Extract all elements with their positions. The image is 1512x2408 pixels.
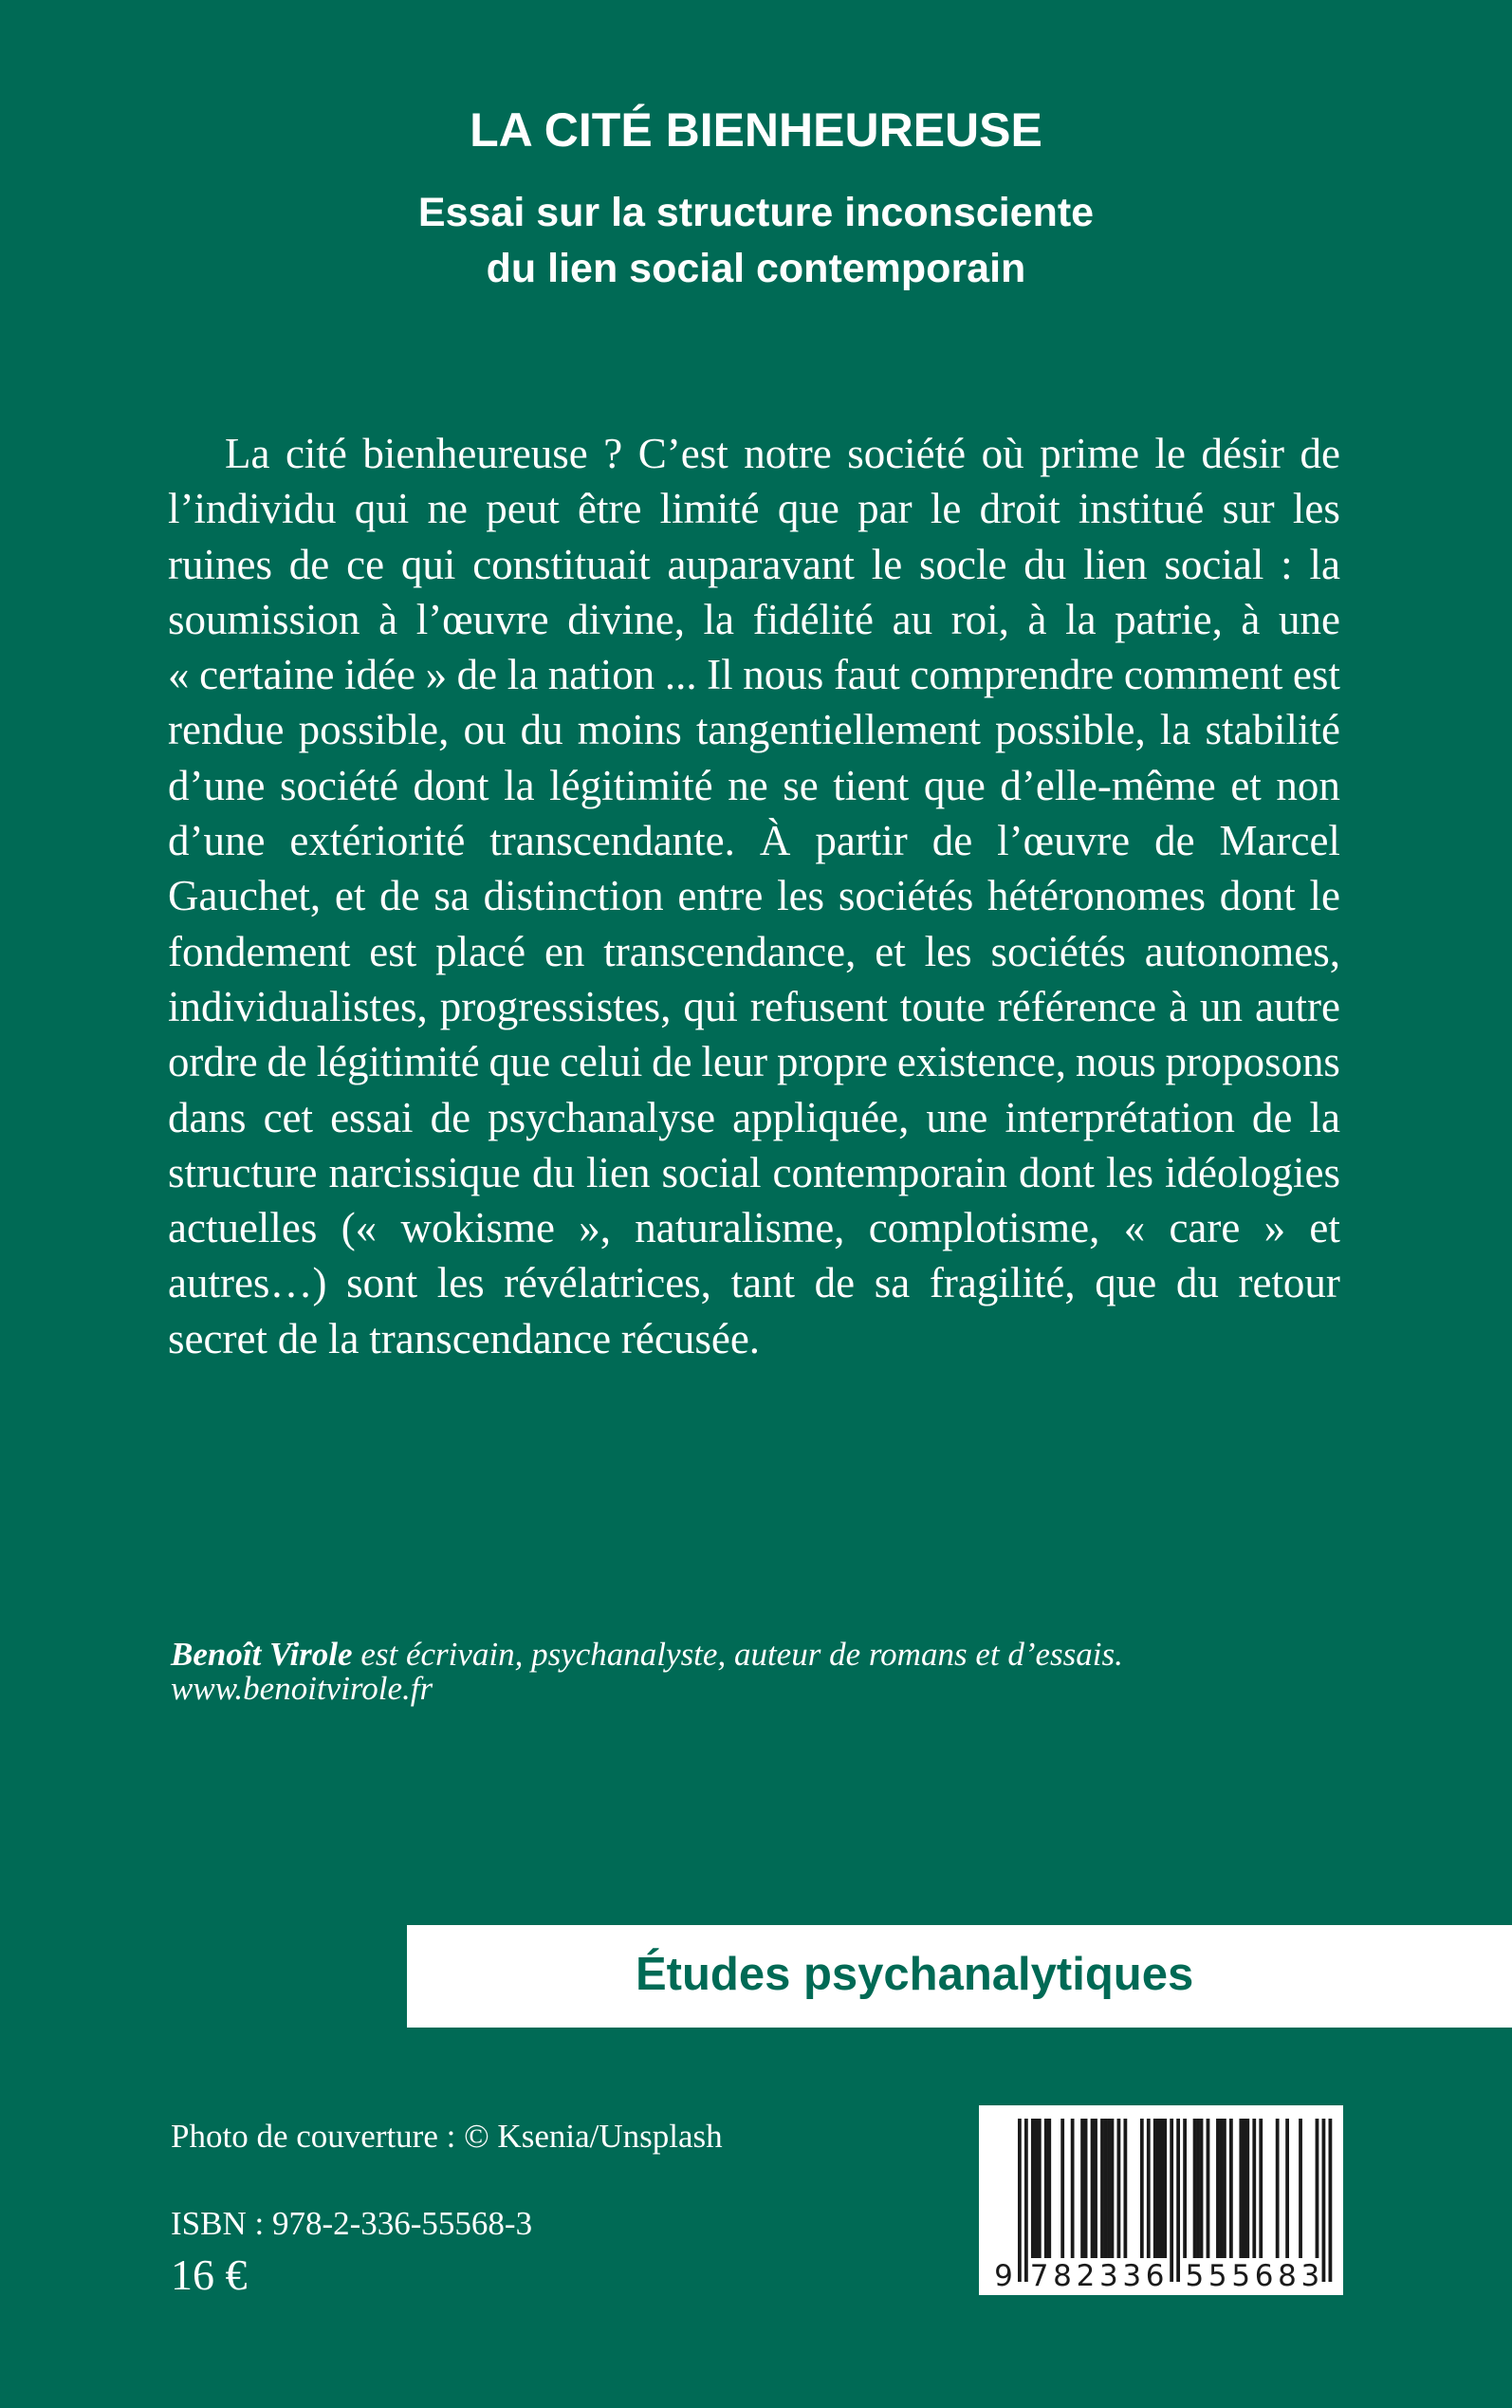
word: institué [1078,485,1205,533]
description-line [168,868,1340,923]
word: récusée. [620,1314,761,1362]
word: dans [168,1093,247,1141]
word: bienheureuse [362,430,588,477]
word: que [777,485,839,533]
description-line-words [168,813,1340,868]
barcode-bar [1322,2119,1326,2282]
word: la [703,595,735,643]
description-line-words [168,979,1340,1034]
barcode-bar [1060,2119,1064,2258]
word: le [871,540,903,588]
description-line-words [168,1090,1340,1145]
word: du [531,1148,575,1196]
word: toute [899,982,986,1030]
word: interprétation [1005,1093,1235,1141]
word: à [1027,595,1047,643]
word: La [225,430,270,477]
description-line [168,979,1340,1034]
word: droit [979,485,1060,533]
barcode-bar [1156,2119,1160,2258]
word: à [1169,982,1189,1030]
word: et [1309,1204,1340,1252]
barcode-digit: 2 [1076,2259,1096,2293]
word: patrie, [1115,595,1223,643]
word: transcendance [369,1314,612,1362]
barcode-bar [1170,2119,1173,2282]
word: cet [263,1093,314,1141]
word: comprendre [910,651,1115,699]
word: wokisme [400,1204,555,1252]
barcode-bar [1091,2119,1095,2258]
word: par [857,485,913,533]
word: la [1159,706,1191,754]
barcode-digit: 6 [1145,2259,1165,2293]
barcode-bar [1080,2119,1084,2258]
word: l’individu [168,485,337,533]
word: « [168,651,190,699]
word: du [520,706,563,754]
description-line-words [168,481,1340,536]
author-bio-text: est écrivain, psychanalyste, auteur de romans et d’essais. [352,1636,1123,1673]
word: certaine [199,651,335,699]
barcode-bar [1160,2119,1164,2258]
description-line [168,592,1340,647]
word: », [579,1204,611,1252]
word: celui [560,1038,643,1086]
word: de [814,1259,856,1307]
word: contemporain [772,1148,1007,1196]
word: autres…) [168,1259,327,1307]
word: rendue [168,706,285,754]
word: idée [344,651,415,699]
description-line [168,1145,1340,1200]
barcode-bar [1104,2119,1108,2258]
word: l’œuvre [415,595,549,643]
barcode-bar [1285,2119,1289,2258]
word: soumission [168,595,360,643]
description-line-words [168,1255,1340,1310]
barcode-bar [1252,2119,1256,2258]
word: la [1309,540,1340,588]
word: la [504,761,535,809]
word: l’œuvre [997,817,1131,865]
word: de [430,1093,471,1141]
description-line-words [168,868,1340,923]
word: social [661,1148,762,1196]
word: au [892,595,933,643]
word: et [334,872,366,920]
word: nous [743,651,824,699]
word: leur [701,1038,768,1086]
barcode-digit: 8 [1053,2259,1072,2293]
barcode-digit: 3 [1122,2259,1142,2293]
series-band [407,1925,1512,2028]
barcode-bar [1223,2119,1226,2258]
barcode-digit: 5 [1185,2259,1205,2293]
word: dont [1018,1148,1095,1196]
word: sociétés [990,927,1126,975]
ean13-barcode-icon [979,2105,1343,2295]
word: sociétés [838,872,974,920]
word: la [1309,1093,1340,1141]
word: le [1309,872,1340,920]
word: sa [874,1259,911,1307]
description-line [168,702,1340,757]
word: Il [707,651,733,699]
barcode-bar [1299,2119,1302,2258]
description-line-words [168,1145,1340,1200]
word: ... [664,651,697,699]
word: les [777,872,825,920]
word: (« [341,1204,378,1252]
word: divine, [567,595,685,643]
word: moins [577,706,682,754]
word: société [847,430,967,477]
word: qui [354,485,410,533]
word: peut [486,485,560,533]
word: de [288,540,330,588]
word: ce [346,540,385,588]
barcode-bar [1094,2119,1097,2258]
word: la [1065,595,1097,643]
barcode-bar [1100,2119,1104,2258]
word: société [280,761,398,809]
barcode-digit: 3 [1098,2259,1118,2293]
word: que [489,1038,551,1086]
barcode-bar [1183,2119,1187,2258]
barcode-bar [1117,2119,1121,2258]
word: que [923,761,986,809]
description-line [168,537,1340,592]
barcode-digit: 8 [1278,2259,1297,2293]
barcode-bar [1123,2119,1127,2258]
barcode-bar [1084,2119,1088,2258]
word: le [930,485,962,533]
word: dont [413,761,489,809]
word: sur [1222,485,1275,533]
word: distinction [483,872,664,920]
word: : [1281,540,1293,588]
barcode-bar [1018,2119,1022,2282]
word: lien [1083,540,1148,588]
barcode-bar [1038,2119,1042,2258]
barcode-bar [1245,2119,1249,2258]
word: nation [547,651,655,699]
word: en [544,927,585,975]
word: care [1169,1204,1241,1252]
word: de [1251,1093,1293,1141]
word: le [1154,430,1187,477]
barcode-digit: 5 [1231,2259,1251,2293]
barcode-bar [1047,2119,1051,2258]
word: ne [728,761,768,809]
word: ? [603,430,623,477]
description-line-words [225,426,1340,481]
description-line [168,1034,1340,1089]
word: notre [744,430,832,477]
word: refusent [749,982,888,1030]
word: progressistes, [439,982,672,1030]
word: et [1230,761,1262,809]
barcode-bar [1163,2119,1167,2258]
word: une [926,1093,988,1141]
description-line [168,1255,1340,1310]
word: « [1123,1204,1146,1252]
description-line-words [168,924,1340,979]
description-line [168,426,1340,481]
barcode-bar [1207,2119,1210,2258]
word: les [1292,485,1340,533]
word: C’est [637,430,728,477]
word: limité [659,485,760,533]
barcode-bar [1220,2119,1224,2258]
word: stabilité [1205,706,1340,754]
word: constituait [472,540,651,588]
barcode-digit: 7 [1029,2259,1049,2293]
barcode-bar [1044,2119,1048,2258]
word: entre [677,872,764,920]
word: être [577,485,642,533]
word: fondement [168,927,351,975]
description-line [168,647,1340,702]
barcode-digit: 6 [1254,2259,1274,2293]
word: individualistes, [168,982,428,1030]
word: de [277,1314,319,1362]
word: est [369,927,417,975]
description-line [168,1311,1340,1366]
word: idéologies [1165,1148,1340,1196]
word: cité [285,430,347,477]
word: fidélité [752,595,875,643]
description-line-words [168,592,1340,647]
word: un [1200,982,1244,1030]
author-bio-line [171,1638,1340,1672]
book-title: LA CITÉ BIENHEUREUSE [470,103,1042,157]
barcode-bar [1071,2119,1075,2258]
barcode-bar [1031,2119,1035,2258]
word: proposons [1165,1038,1340,1086]
description-line [168,758,1340,813]
word: de [931,817,973,865]
barcode-bar [1329,2119,1333,2282]
word: qui [683,982,738,1030]
word: » [425,651,448,699]
description-line [168,1200,1340,1255]
word: une [1278,595,1340,643]
word: fragilité, [929,1259,1076,1307]
word: légitimité [316,1038,480,1086]
word: du [1175,1259,1219,1307]
word: social [1164,540,1264,588]
word: retour [1238,1259,1340,1307]
word: du [1023,540,1067,588]
word: placé [435,927,526,975]
series-label: Études psychanalytiques [636,1949,1194,2000]
word: de [1154,817,1195,865]
word: tant [730,1259,796,1307]
barcode-bar [1024,2119,1028,2282]
word: actuelles [168,1204,318,1252]
word: où [981,430,1024,477]
word: de [652,1038,692,1086]
word: Gauchet, [168,872,322,920]
word: la [507,651,539,699]
barcode-bar [1153,2119,1157,2258]
word: auparavant [667,540,855,588]
word: de [379,872,420,920]
word: transcendante. [489,817,735,865]
word: existence, [896,1038,1066,1086]
description-line-words [168,702,1340,757]
barcode-bar [1147,2119,1151,2258]
barcode-digit: 3 [1300,2259,1320,2293]
description-line-words [168,1311,1340,1366]
barcode-bar [1200,2119,1204,2258]
subtitle-line-2: du lien social contemporain [486,246,1026,291]
word: autre [1254,982,1340,1030]
word: sa [433,872,470,920]
word: complotisme, [868,1204,1100,1252]
word: propre [776,1038,889,1086]
barcode-bar [1276,2119,1280,2258]
description-line-words [168,1200,1340,1255]
word: dont [1219,872,1296,920]
word: hétéronomes [987,872,1206,920]
description-line [168,813,1340,868]
isbn: ISBN : 978-2-336-55568-3 [171,2205,533,2242]
word: légitimité [549,761,713,809]
word: tangentiellement [695,706,981,754]
barcode-graphic [979,2105,1343,2295]
word: de [456,651,498,699]
word: non [1276,761,1340,809]
word: qui [400,540,456,588]
word: les [436,1259,485,1307]
barcode-bar [1140,2119,1144,2258]
description-line-words [168,647,1340,702]
word: Marcel [1219,817,1340,865]
word: et [875,927,906,975]
word: À [759,817,791,865]
description-line-words [168,1034,1340,1089]
description-line-words [168,758,1340,813]
barcode-bar [1259,2119,1263,2258]
word: comment [1123,651,1283,699]
word: que [1095,1259,1157,1307]
description-line [168,481,1340,536]
word: sont [346,1259,418,1307]
word: » [1263,1204,1286,1252]
word: désir [1201,430,1284,477]
subtitle-line-1: Essai sur la structure inconsciente [417,190,1095,235]
book-subtitle [0,185,1512,297]
word: référence [997,982,1157,1030]
barcode-digit: 5 [1208,2259,1227,2293]
barcode-bar [1216,2119,1220,2258]
word: ne [427,485,468,533]
word: naturalisme, [635,1204,845,1252]
word: de [1300,430,1340,477]
word: partir [815,817,908,865]
description-line-words [168,537,1340,592]
description-line [168,924,1340,979]
word: essai [330,1093,414,1141]
author-website: www.benoitvirole.fr [171,1670,433,1707]
author-name: Benoît Virole [171,1636,353,1673]
word: tient [833,761,910,809]
barcode-bar [1111,2119,1115,2258]
word: ruines [168,540,272,588]
barcode-bar [1107,2119,1111,2258]
word: lien [585,1148,651,1196]
barcode-bar [1316,2119,1319,2258]
author-bio [171,1638,1340,1706]
barcode-bar [1243,2119,1246,2258]
word: structure [168,1148,318,1196]
word: faut [833,651,900,699]
word: autonomes, [1144,927,1340,975]
word: d’une [168,817,266,865]
word: psychanalyse [488,1093,716,1141]
word: la [328,1314,360,1362]
word: de [267,1038,307,1086]
barcode-bar [1239,2119,1243,2258]
word: possible, [994,706,1146,754]
word: secret [168,1314,267,1362]
back-cover-description [168,426,1340,1366]
word: les [924,927,972,975]
barcode-bar [1193,2119,1197,2258]
word: transcendance, [603,927,857,975]
word: est [1292,651,1340,699]
word: roi, [950,595,1009,643]
barcode-bar [1229,2119,1233,2258]
word: narcissique [328,1148,521,1196]
word: révélatrices, [504,1259,711,1307]
word: d’une [168,761,266,809]
barcode-bar [1034,2119,1038,2258]
photo-credit: Photo de couverture : © Ksenia/Unsplash [171,2118,723,2155]
barcode-bar [1196,2119,1200,2258]
barcode-bar [1176,2119,1180,2282]
word: possible, [298,706,450,754]
word: ou [463,706,507,754]
word: nous [1075,1038,1156,1086]
word: à [378,595,398,643]
word: prime [1040,430,1140,477]
word: appliquée, [732,1093,910,1141]
description-line [168,1090,1340,1145]
word: socle [918,540,1007,588]
word: à [1241,595,1261,643]
word: d’elle-même [1000,761,1216,809]
barcode-digit: 9 [994,2259,1013,2293]
word: ordre [168,1038,258,1086]
word: les [1105,1148,1153,1196]
word: se [783,761,819,809]
price: 16 € [171,2251,248,2299]
word: extériorité [289,817,466,865]
